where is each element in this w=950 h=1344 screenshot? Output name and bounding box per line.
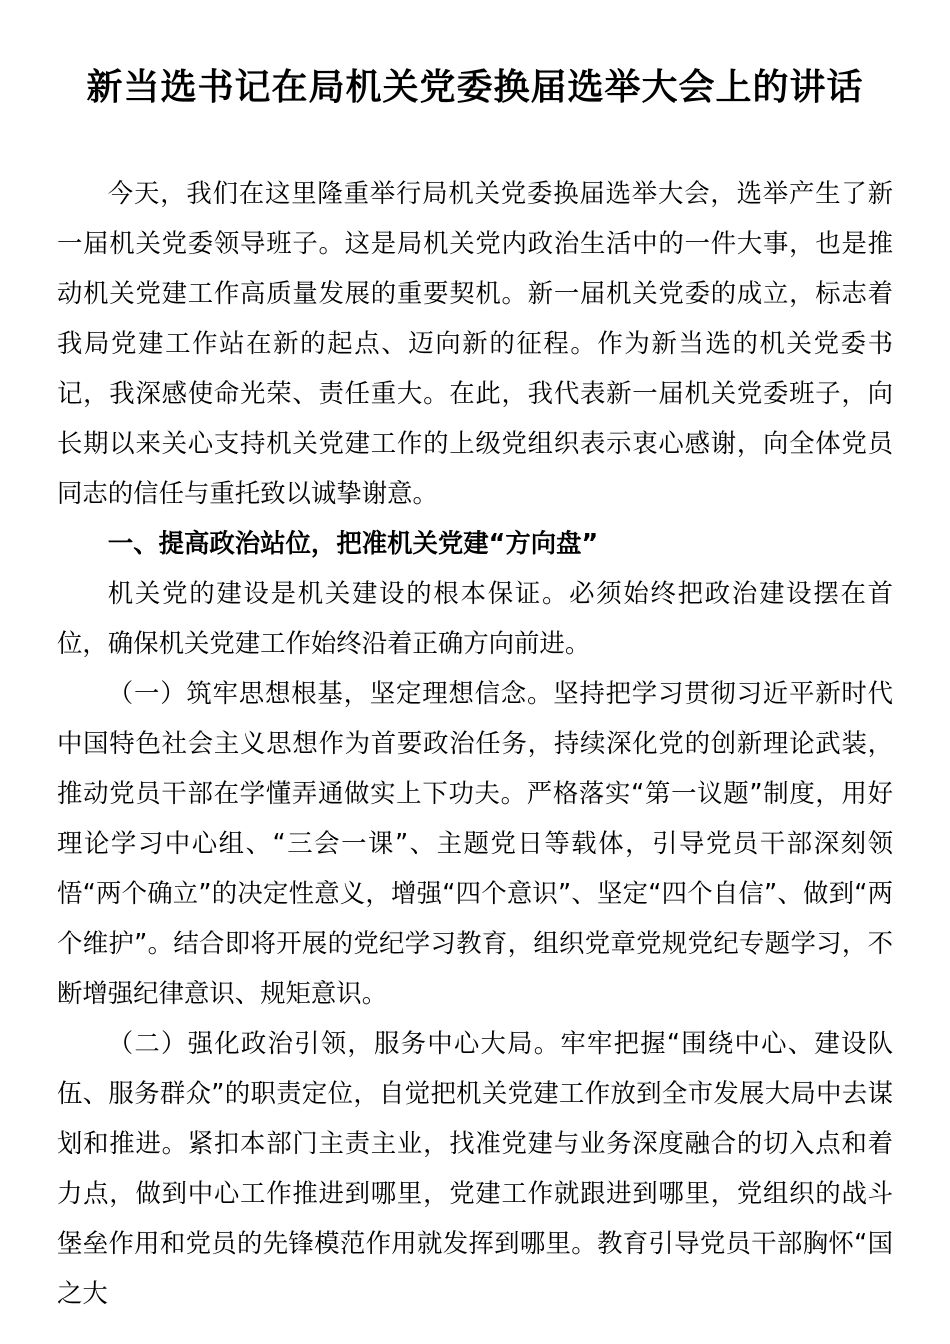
paragraph-intro: 今天，我们在这里隆重举行局机关党委换届选举大会，选举产生了新一届机关党委领导班子。这是局机关党内政治生活中的一件大事，也是推动机关党建工作高质量发展的重要契机。新一届机关党委的成立，标志着我局党建工作站在新的起点、迈向新的征程。作为新当选的机关党委书记，我深感使命光荣、责任重大。在此，我代表新一届机关党委班子，向长期以来关心支持机关党建工作的上级党组织表示衷心感谢，向全体党员同志的信任与重托致以诚挚谢意。 bbox=[57, 178, 893, 508]
section-heading-1: 一、提高政治站位，把准机关党建“方向盘” bbox=[107, 528, 599, 558]
document-title: 新当选书记在局机关党委换届选举大会上的讲话 bbox=[86, 67, 864, 108]
paragraph-subsection-2: （二）强化政治引领，服务中心大局。牢牢把握“围绕中心、建设队伍、服务群众”的职责定位，自觉把机关党建工作放到全市发展大局中去谋划和推进。紧扣本部门主责主业，找准党建与业务深度融合的切入点和着力点，做到中心工作推进到哪里，党建工作就跟进到哪里，党组织的战斗堡垒作用和党员的先锋模范作用就发挥到哪里。教育引导党员干部胸怀“国之大 bbox=[57, 1028, 893, 1308]
paragraph-section-lead: 机关党的建设是机关建设的根本保证。必须始终把政治建设摆在首位，确保机关党建工作始终沿着正确方向前进。 bbox=[57, 578, 893, 658]
paragraph-subsection-1: （一）筑牢思想根基，坚定理想信念。坚持把学习贯彻习近平新时代中国特色社会主义思想作为首要政治任务，持续深化党的创新理论武装，推动党员干部在学懂弄通做实上下功夫。严格落实“第一议题”制度，用好理论学习中心组、“三会一课”、主题党日等载体，引导党员干部深刻领悟“两个确立”的决定性意义，增强“四个意识”、坚定“四个自信”、做到“两个维护”。结合即将开展的党纪学习教育，组织党章党规党纪专题学习，不断增强纪律意识、规矩意识。 bbox=[57, 678, 893, 1008]
